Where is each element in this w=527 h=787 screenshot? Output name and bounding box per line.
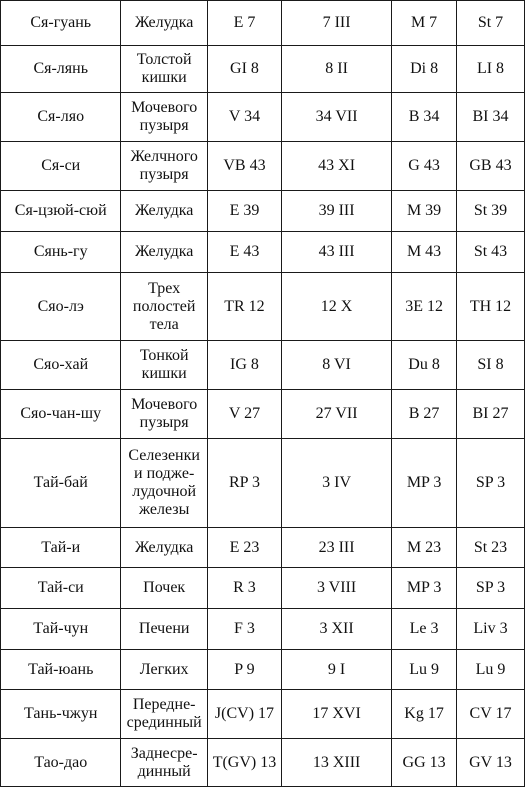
notation-4: St 7 bbox=[457, 1, 525, 46]
point-name: Сяо-лэ bbox=[1, 273, 121, 341]
point-name: Ся-си bbox=[1, 142, 121, 191]
table-row bbox=[1, 390, 525, 439]
notation-2: 27 VII bbox=[282, 390, 392, 439]
notation-1: RP 3 bbox=[207, 439, 281, 528]
notation-4: Lu 9 bbox=[457, 650, 525, 690]
point-name: Тай-юань bbox=[1, 650, 121, 690]
notation-1: IG 8 bbox=[207, 341, 281, 390]
organ-name: Желудка bbox=[121, 528, 207, 568]
notation-2: 9 I bbox=[282, 650, 392, 690]
notation-3: Le 3 bbox=[392, 609, 457, 650]
notation-1: E 43 bbox=[207, 232, 281, 273]
point-name: Тай-и bbox=[1, 528, 121, 568]
organ-name: Желудка bbox=[121, 232, 207, 273]
table-row bbox=[1, 273, 525, 341]
table-row bbox=[1, 1, 525, 46]
notation-4: Liv 3 bbox=[457, 609, 525, 650]
notation-3: B 34 bbox=[392, 93, 457, 142]
notation-3: M 43 bbox=[392, 232, 457, 273]
notation-4: CV 17 bbox=[457, 690, 525, 739]
organ-name: Легких bbox=[121, 650, 207, 690]
notation-4: LI 8 bbox=[457, 46, 525, 93]
notation-2: 23 III bbox=[282, 528, 392, 568]
organ-name: Селезенки и поджe- лудочной железы bbox=[121, 439, 207, 528]
notation-3: MP 3 bbox=[392, 568, 457, 609]
notation-3: B 27 bbox=[392, 390, 457, 439]
notation-1: T(GV) 13 bbox=[207, 739, 281, 787]
notation-3: GG 13 bbox=[392, 739, 457, 787]
notation-2: 13 XIII bbox=[282, 739, 392, 787]
notation-4: TH 12 bbox=[457, 273, 525, 341]
notation-2: 17 XVI bbox=[282, 690, 392, 739]
organ-name: Желчного пузыря bbox=[121, 142, 207, 191]
notation-4: GB 43 bbox=[457, 142, 525, 191]
notation-2: 8 II bbox=[282, 46, 392, 93]
table-row bbox=[1, 232, 525, 273]
point-name: Сянь-гу bbox=[1, 232, 121, 273]
notation-2: 3 XII bbox=[282, 609, 392, 650]
notation-2: 8 VI bbox=[282, 341, 392, 390]
notation-4: BI 27 bbox=[457, 390, 525, 439]
notation-2: 39 III bbox=[282, 191, 392, 232]
table-row bbox=[1, 568, 525, 609]
notation-3: M 7 bbox=[392, 1, 457, 46]
notation-1: V 27 bbox=[207, 390, 281, 439]
table-row bbox=[1, 528, 525, 568]
organ-name: Печени bbox=[121, 609, 207, 650]
point-name: Тай-чун bbox=[1, 609, 121, 650]
point-name: Тао-дао bbox=[1, 739, 121, 787]
notation-4: SP 3 bbox=[457, 568, 525, 609]
point-name: Ся-цзюй-сюй bbox=[1, 191, 121, 232]
table-row bbox=[1, 142, 525, 191]
notation-3: Kg 17 bbox=[392, 690, 457, 739]
point-name: Ся-ляо bbox=[1, 93, 121, 142]
organ-name: Заднесре- динный bbox=[121, 739, 207, 787]
organ-name: Тонкой кишки bbox=[121, 341, 207, 390]
table-row bbox=[1, 191, 525, 232]
point-name: Ся-гуань bbox=[1, 1, 121, 46]
table-row bbox=[1, 93, 525, 142]
notation-3: Di 8 bbox=[392, 46, 457, 93]
table-row bbox=[1, 46, 525, 93]
organ-name: Мочевого пузыря bbox=[121, 93, 207, 142]
table-row bbox=[1, 739, 525, 787]
notation-2: 7 III bbox=[282, 1, 392, 46]
notation-4: SP 3 bbox=[457, 439, 525, 528]
notation-3: 3E 12 bbox=[392, 273, 457, 341]
notation-1: E 23 bbox=[207, 528, 281, 568]
table-row bbox=[1, 650, 525, 690]
notation-1: J(CV) 17 bbox=[207, 690, 281, 739]
organ-name: Мочевого пузыря bbox=[121, 390, 207, 439]
table-row bbox=[1, 439, 525, 528]
point-name: Сяо-чан-шу bbox=[1, 390, 121, 439]
notation-1: R 3 bbox=[207, 568, 281, 609]
point-name: Тай-бай bbox=[1, 439, 121, 528]
table-row bbox=[1, 690, 525, 739]
organ-name: Передне- срединный bbox=[121, 690, 207, 739]
notation-4: SI 8 bbox=[457, 341, 525, 390]
notation-4: St 43 bbox=[457, 232, 525, 273]
notation-3: M 39 bbox=[392, 191, 457, 232]
notation-2: 43 XI bbox=[282, 142, 392, 191]
notation-4: BI 34 bbox=[457, 93, 525, 142]
notation-2: 3 VIII bbox=[282, 568, 392, 609]
notation-4: St 39 bbox=[457, 191, 525, 232]
organ-name: Толстой кишки bbox=[121, 46, 207, 93]
notation-2: 3 IV bbox=[282, 439, 392, 528]
notation-2: 34 VII bbox=[282, 93, 392, 142]
notation-3: Du 8 bbox=[392, 341, 457, 390]
point-name: Тай-си bbox=[1, 568, 121, 609]
notation-4: GV 13 bbox=[457, 739, 525, 787]
point-name: Тань-чжун bbox=[1, 690, 121, 739]
notation-1: F 3 bbox=[207, 609, 281, 650]
notation-3: G 43 bbox=[392, 142, 457, 191]
notation-1: TR 12 bbox=[207, 273, 281, 341]
notation-3: M 23 bbox=[392, 528, 457, 568]
table-row bbox=[1, 341, 525, 390]
notation-2: 12 X bbox=[282, 273, 392, 341]
table-row bbox=[1, 609, 525, 650]
notation-1: E 7 bbox=[207, 1, 281, 46]
notation-3: MP 3 bbox=[392, 439, 457, 528]
organ-name: Желудка bbox=[121, 1, 207, 46]
notation-1: V 34 bbox=[207, 93, 281, 142]
organ-name: Трех полостей тела bbox=[121, 273, 207, 341]
notation-1: P 9 bbox=[207, 650, 281, 690]
notation-2: 43 III bbox=[282, 232, 392, 273]
notation-4: St 23 bbox=[457, 528, 525, 568]
organ-name: Желудка bbox=[121, 191, 207, 232]
notation-1: E 39 bbox=[207, 191, 281, 232]
point-name: Сяо-хай bbox=[1, 341, 121, 390]
organ-name: Почек bbox=[121, 568, 207, 609]
notation-1: GI 8 bbox=[207, 46, 281, 93]
notation-1: VB 43 bbox=[207, 142, 281, 191]
point-name: Ся-лянь bbox=[1, 46, 121, 93]
notation-3: Lu 9 bbox=[392, 650, 457, 690]
